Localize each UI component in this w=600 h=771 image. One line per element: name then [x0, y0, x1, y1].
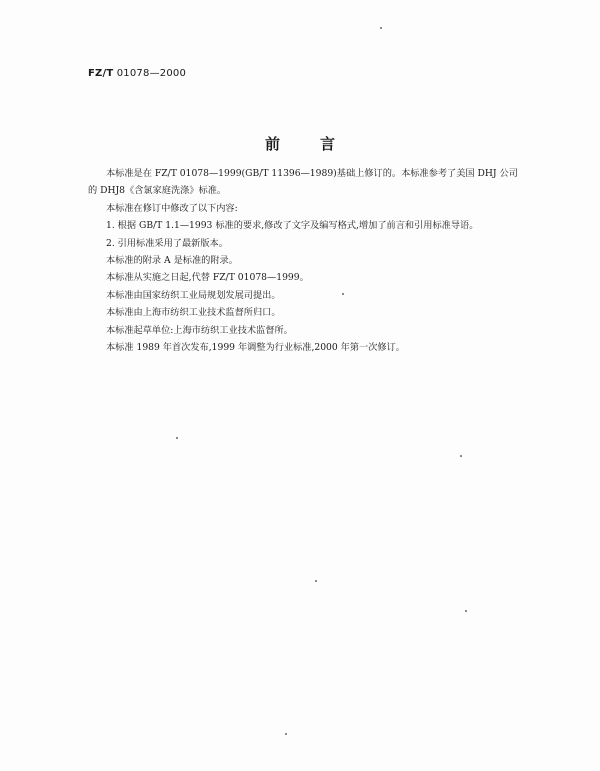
paragraph: 本标准是在 FZ/T 01078—1999(GB/T 11396—1989)基础上修订的。本标准参考了美国 DHJ 公司: [106, 168, 518, 179]
scan-speck: [380, 27, 382, 29]
paragraph: 本标准由国家纺织工业局规划发展司提出。: [106, 289, 281, 301]
paragraph: 本标准由上海市纺织工业技术监督所归口。: [106, 307, 281, 319]
scan-speck: [465, 610, 467, 612]
paragraph: 的 DHJ8《含氯家庭洗涤》标准。: [88, 185, 227, 197]
scan-speck: [460, 455, 462, 457]
paragraph: 本标准的附录 A 是标准的附录。: [106, 255, 238, 267]
scan-speck: [176, 437, 178, 439]
paragraph: 本标准从实施之日起,代替 FZ/T 01078—1999。: [106, 272, 309, 284]
paragraph: 本标准在修订中修改了以下内容:: [106, 202, 238, 214]
scan-speck: [315, 580, 317, 582]
foreword-body: [88, 165, 518, 356]
page-title: 前言: [264, 135, 375, 153]
scan-speck: [285, 733, 287, 735]
standard-code-number: 01078—2000: [116, 68, 187, 79]
standard-code: [88, 68, 186, 79]
paragraph: 本标准起草单位:上海市纺织工业技术监督所。: [106, 324, 293, 336]
scan-speck: [342, 293, 344, 295]
paragraph: 本标准 1989 年首次发布,1999 年调整为行业标准,2000 年第一次修订。: [106, 342, 405, 354]
list-item: 2. 引用标准采用了最新版本。: [106, 237, 228, 249]
standard-code-prefix: FZ/T: [88, 68, 114, 79]
list-item: 1. 根据 GB/T 1.1—1993 标准的要求,修改了文字及编写格式,增加了前言和引用标准导语。: [106, 220, 479, 232]
